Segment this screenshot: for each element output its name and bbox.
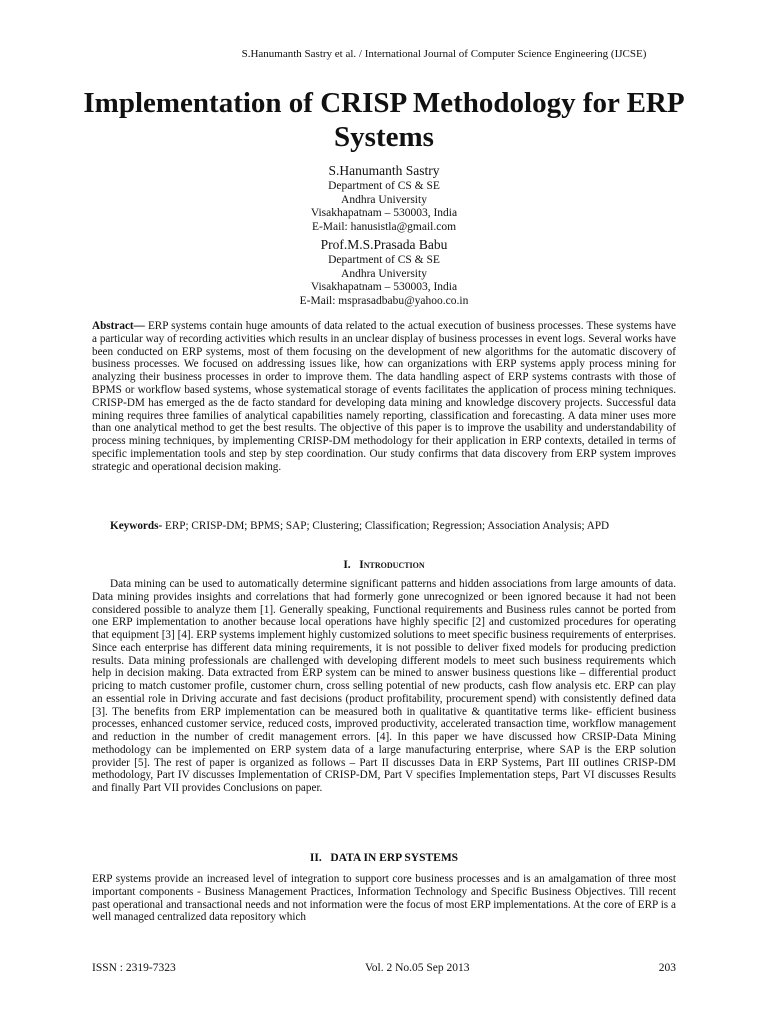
page-footer (92, 962, 676, 974)
abstract (92, 320, 676, 474)
section-number: II. (309, 852, 322, 864)
author-department: Department of CS & SE (328, 254, 440, 266)
running-head: S.Hanumanth Sastry et al. / International Journal of Computer Science Engineering (IJCSE) (241, 48, 647, 60)
section-heading (0, 852, 768, 864)
author-block (0, 236, 768, 308)
paper-title: Implementation of CRISP Methodology for ERP Systems (83, 87, 685, 153)
author-block (0, 162, 768, 234)
section-paragraph: ERP systems provide an increased level of integration to support core business processes and is an amalgamation of three most important components - Business Management Practices, Information Technology and Specific Business Objectives. Till recent past operational and transactional needs and not information were the focus of most ERP implementations. At the core of ERP is a well managed centralized data repository which (92, 873, 676, 924)
keywords-text: ERP; CRISP-DM; BPMS; SAP; Clustering; Classification; Regression; Association Analysis; APD (162, 520, 610, 532)
abstract-text: ERP systems contain huge amounts of data related to the actual execution of business processes. These systems have a particular way of recording activities which results in an unclear display of business processes in event logs. Several works have been conducted on ERP systems, most of them focusing on the development of new algorithms for the automatic discovery of business processes. We focused on addressing issues like, how can organizations with ERP systems apply process mining for analyzing their business processes in order to improve them. The data handling aspect of ERP systems contrasts with those of BPMS or workflow based systems, whose systematical storage of events facilitates the application of process mining techniques. CRISP-DM has emerged as the de facto standard for developing data mining and knowledge discovery projects. Successful data mining requires three families of analytical capabilities namely reporting, classification and forecasting. A data miner uses more than one analytical method to get the best results. The objective of this paper is to improve the usability and understandability of process mining techniques, by implementing CRISP-DM methodology for their application in ERP contexts, detailed in terms of specific implementation tools and step by step coordination. Our study confirms that data discovery from ERP system improves strategic and operational decision making. (92, 320, 676, 473)
author-university: Andhra University (341, 193, 427, 206)
author-university: Andhra University (341, 267, 427, 280)
section-title: Introduction (359, 559, 425, 571)
page-number: 203 (658, 962, 676, 974)
author-name: S.Hanumanth Sastry (328, 163, 440, 178)
section-title: DATA IN ERP SYSTEMS (330, 852, 459, 864)
keywords-label: Keywords- (110, 520, 163, 532)
author-email: E-Mail: msprasadbabu@yahoo.co.in (299, 294, 469, 307)
section-paragraph: Data mining can be used to automatically determine significant patterns and hidden associations from large amounts of data. Data mining provides insights and correlations that had formerly gone unrecognized or been ignored because it had not been considered possible to analyze them [1]. Generally speaking, Functional requirements and Business rules cannot be ported from one ERP implementation to another because local operations have highly specific [2] and customized procedures for operating that equipment [3] [4]. ERP systems implement highly customized solutions to meet specific business requirements of enterprises. Since each enterprise has different data mining requirements, it is not possible to deliver fixed models for producing prediction results. Data mining professionals are challenged with developing different models to meet such business requirements which help in decision making. Data extracted from ERP system can be mined to answer business questions like – differential product pricing to match customer profile, customer churn, cross selling potential of new products, cash flow analysis etc. ERP can play an essential role in Driving accurate and fast decisions (product profitability, procurement spend) with consistently defined data [3]. The benefits from ERP implementation can be measured both in qualitative & quantitative terms like- efficient business processes, enhanced customer service, reduced costs, improved productivity, accelerated transaction time, workflow management and reduction in the number of credit management errors. [4]. In this paper we have discussed how CRSIP-Data Mining methodology can be implemented on ERP system data of a large manufacturing enterprise, where SAP is the ERP solution provider [5]. The rest of paper is organized as follows – Part II discusses Data in ERP Systems, Part III outlines CRISP-DM methodology, Part IV discusses Implementation of CRISP-DM, Part V specifies Implementation steps, Part VI discusses Results and finally Part VII provides Conclusions on paper. (92, 578, 676, 794)
section-number: I. (343, 559, 351, 571)
footer-issn: ISSN : 2319-7323 (92, 962, 176, 974)
abstract-label: Abstract— (92, 320, 145, 332)
author-city: Visakhapatnam – 530003, India (310, 207, 458, 219)
author-city: Visakhapatnam – 530003, India (310, 281, 458, 293)
keywords (92, 520, 676, 533)
author-email: E-Mail: hanusistla@gmail.com (311, 220, 457, 233)
author-department: Department of CS & SE (328, 180, 440, 192)
section-heading (0, 559, 768, 571)
footer-volume: Vol. 2 No.05 Sep 2013 (364, 962, 470, 974)
author-name: Prof.M.S.Prasada Babu (320, 237, 448, 252)
